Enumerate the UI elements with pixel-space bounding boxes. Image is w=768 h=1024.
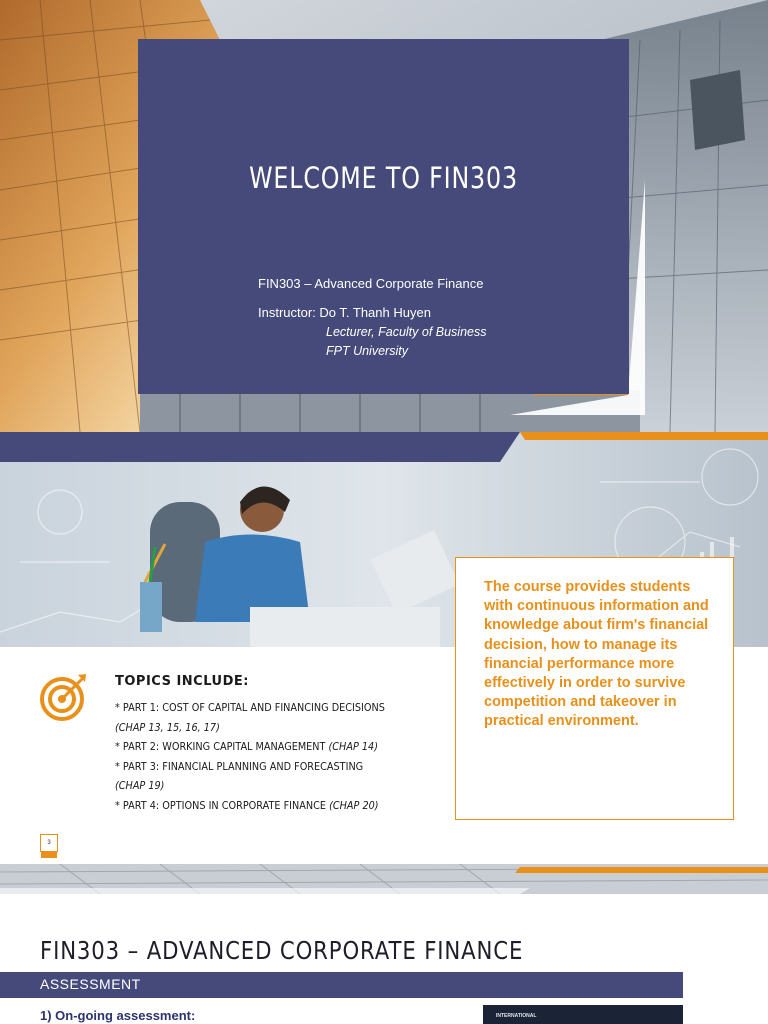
topic-part-2-chapters: (CHAP 14) [328,740,378,753]
page-number-bar [41,852,57,858]
slide-assessment [0,894,768,1024]
topic-part-4-text: * PART 4: OPTIONS IN CORPORATE FINANCE [115,798,327,812]
topics-list [115,698,435,815]
topic-part-3-chapters: (CHAP 19) [115,779,165,792]
slide-welcome [0,0,768,462]
section-label: ASSESSMENT [40,976,141,992]
section-band [0,972,683,998]
topics-heading: TOPICS INCLUDE: [115,674,249,689]
footer-strip [0,864,768,894]
slide-title: FIN303 – ADVANCED CORPORATE FINANCE [40,936,524,965]
page-number: 3 [40,834,58,852]
topic-part-1-chapters-line [115,718,397,738]
thumbnail-text: INTERNATIONAL [496,1013,537,1019]
instructor-name: Instructor: Do T. Thanh Huyen [258,305,431,320]
title-panel [138,39,629,394]
topic-part-3-chapters-line [115,776,397,796]
slide-course-overview [0,432,768,894]
assessment-subheading: 1) On-going assessment: [40,1008,196,1023]
topic-part-4 [115,796,397,816]
topic-part-1-text: * PART 1: COST OF CAPITAL AND FINANCING DECISIONS [115,701,385,714]
course-description: The course provides students with continuous information and knowledge about firm's financial decision, how to manage its financial performance more effectively in order to survive competition and takeover in practical environment. [484,579,709,730]
topic-part-2-text: * PART 2: WORKING CAPITAL MANAGEMENT [115,740,326,753]
topic-part-1 [115,698,397,718]
university-name: FPT University [326,344,408,358]
instructor-role: Lecturer, Faculty of Business [326,325,487,339]
topic-part-1-chapters: (CHAP 13, 15, 16, 17) [115,720,220,734]
course-name: FIN303 – Advanced Corporate Finance [258,276,484,291]
course-description-box [455,557,734,820]
slide-title: WELCOME TO FIN303 [249,161,518,195]
target-icon [38,672,88,722]
topic-part-2 [115,737,397,757]
topic-part-3 [115,757,397,777]
topic-part-4-chapters: (CHAP 20) [329,798,379,812]
finance-thumbnail-image [483,1005,683,1024]
topic-part-3-text: * PART 3: FINANCIAL PLANNING AND FORECASTING [115,759,364,773]
